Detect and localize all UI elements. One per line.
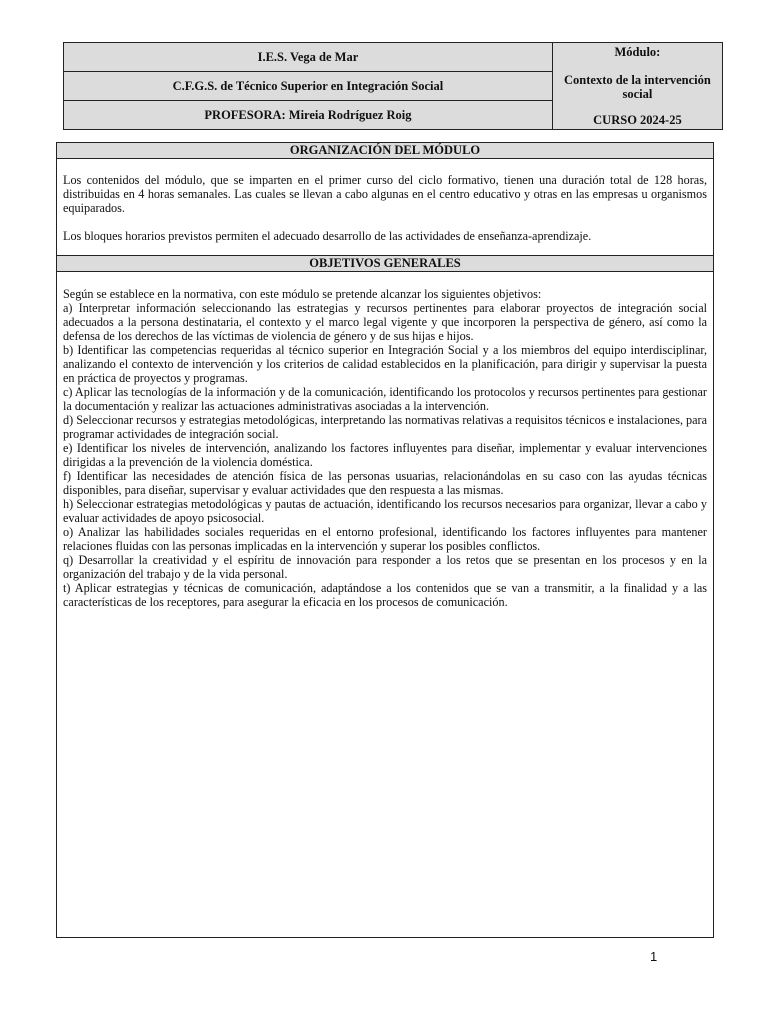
objective-item: e) Identificar los niveles de intervención, analizando los factores influyentes para diseñar, implementar y evaluar intervenciones dirigidas a la prevención de la violencia doméstica. [63,441,707,469]
objective-item: t) Aplicar estrategias y técnicas de comunicación, adaptándose a los contenidos que se van a transmitir, a la finalidad y a las características de los receptores, para asegurar la eficacia en los procesos de comunicación. [63,581,707,609]
objective-item: h) Seleccionar estrategias metodológicas y pautas de actuación, identificando los recursos necesarios para organizar, llevar a cabo y evaluar actividades de apoyo psicosocial. [63,497,707,525]
page-number: 1 [650,949,658,964]
objectives-intro: Según se establece en la normativa, con este módulo se pretende alcanzar los siguientes objetivos: [63,287,542,301]
organization-paragraph: Los bloques horarios previstos permiten el adecuado desarrollo de las actividades de enseñanza-aprendizaje. [63,229,592,243]
objective-item: o) Analizar las habilidades sociales requeridas en el entorno profesional, identificando los factores influyentes para mantener relaciones fluidas con las personas implicadas en la intervención y superar los posibles conflictos. [63,525,707,553]
objective-item: a) Interpretar información seleccionando las estrategias y recursos pertinentes para elaborar proyectos de integración social adecuados a la persona destinataria, el contexto y el marco legal vigente y que incorporen la perspectiva de género, así como la defensa de los derechos de las víctimas de violencia de género y de sus hijas e hijos. [63,301,707,343]
module-label: Módulo: [614,45,661,59]
objective-item: c) Aplicar las tecnologías de la información y de la comunicación, identificando los protocolos y recursos pertinentes para gestionar la documentación y realizar las actuaciones administrativas asociadas a la intervención. [63,385,707,413]
course-year: CURSO 2024-25 [593,113,682,127]
objectives-title: OBJETIVOS GENERALES [57,255,713,272]
module-cell [552,43,722,130]
organization-body [57,159,713,255]
school-name: I.E.S. Vega de Mar [64,43,553,72]
header-table [63,42,723,130]
organization-title: ORGANIZACIÓN DEL MÓDULO [57,143,713,159]
content-box [56,142,714,938]
objective-item: q) Desarrollar la creatividad y el espíritu de innovación para responder a los retos que se presentan en los procesos y en la organización del trabajo y de la vida personal. [63,553,707,581]
objectives-body [57,272,713,609]
module-name: Contexto de la intervención social [564,73,711,101]
objective-item: d) Seleccionar recursos y estrategias metodológicas, interpretando las normativas relativas a requisitos técnicos e instalaciones, para programar actividades de integración social. [63,413,708,441]
cycle-name: C.F.G.S. de Técnico Superior en Integración Social [64,72,553,101]
organization-paragraph: Los contenidos del módulo, que se imparten en el primer curso del ciclo formativo, tienen una duración total de 128 horas, distribuidas en 4 horas semanales. Las cuales se llevan a cabo algunas en el centro educativo y otras en las empresas u organismos equiparados. [63,173,707,215]
objective-item: b) Identificar las competencias requeridas al técnico superior en Integración Social y a los miembros del equipo interdisciplinar, analizando el contexto de intervención y los criterios de calidad establecidos en la planificación, para dirigir y supervisar la puesta en práctica de proyectos y programas. [63,343,707,385]
objective-item: f) Identificar las necesidades de atención física de las personas usuarias, relacionándolas en su caso con las ayudas técnicas disponibles, para diseñar, supervisar y evaluar actividades que den respuesta a las mismas. [63,469,707,497]
teacher-name: PROFESORA: Mireia Rodríguez Roig [64,101,553,130]
